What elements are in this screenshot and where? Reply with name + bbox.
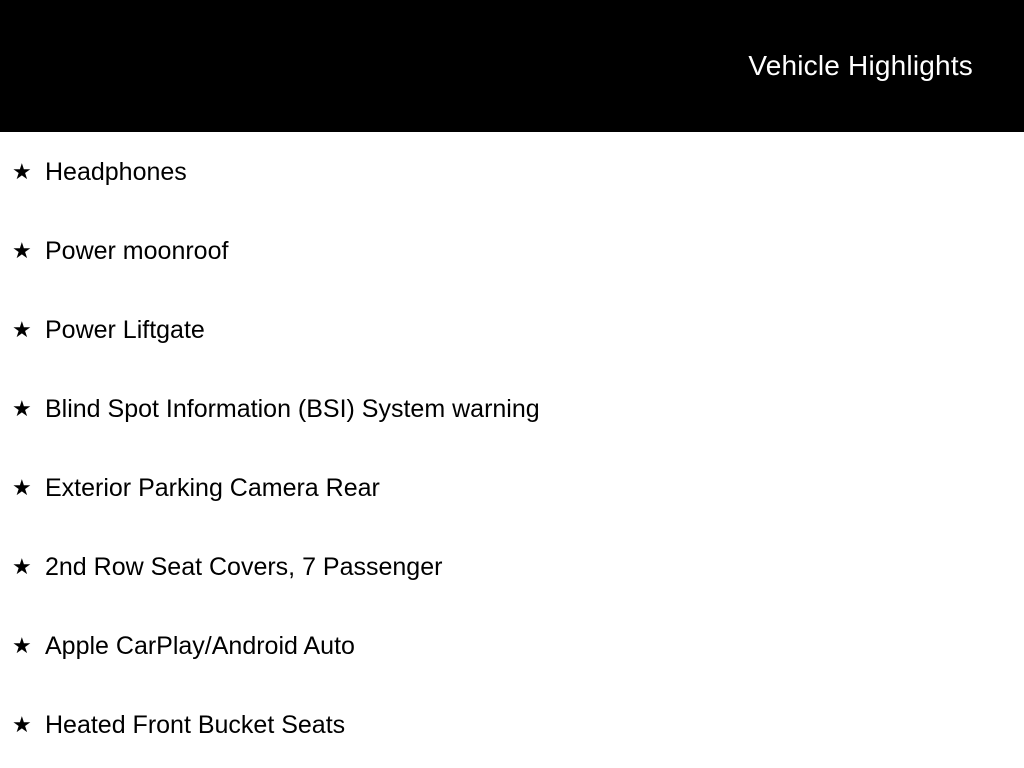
highlight-item: [0, 685, 1024, 764]
highlight-item: [0, 606, 1024, 685]
highlight-item: [0, 211, 1024, 290]
page-title: Vehicle Highlights: [748, 50, 973, 81]
star-icon: ★: [12, 632, 32, 658]
highlight-item-label: Exterior Parking Camera Rear: [45, 473, 380, 502]
star-icon: ★: [12, 711, 32, 737]
highlight-item-label: Headphones: [45, 157, 187, 186]
star-icon: ★: [12, 474, 32, 500]
highlight-item-label: Apple CarPlay/Android Auto: [45, 631, 355, 660]
highlight-item: [0, 369, 1024, 448]
vehicle-highlights-header: [0, 0, 1024, 132]
highlights-list: [0, 132, 1024, 764]
star-icon: ★: [12, 237, 32, 263]
star-icon: ★: [12, 553, 32, 579]
highlight-item-label: 2nd Row Seat Covers, 7 Passenger: [45, 552, 443, 581]
highlight-item-label: Blind Spot Information (BSI) System warning: [45, 394, 540, 423]
highlight-item: [0, 527, 1024, 606]
highlight-item-label: Power Liftgate: [45, 315, 205, 344]
highlight-item-label: Heated Front Bucket Seats: [45, 710, 346, 739]
highlight-item: [0, 290, 1024, 369]
highlight-item: [0, 448, 1024, 527]
star-icon: ★: [12, 316, 32, 342]
star-icon: ★: [12, 158, 32, 184]
highlight-item-label: Power moonroof: [45, 236, 229, 265]
highlight-item: [0, 132, 1024, 211]
star-icon: ★: [12, 395, 32, 421]
